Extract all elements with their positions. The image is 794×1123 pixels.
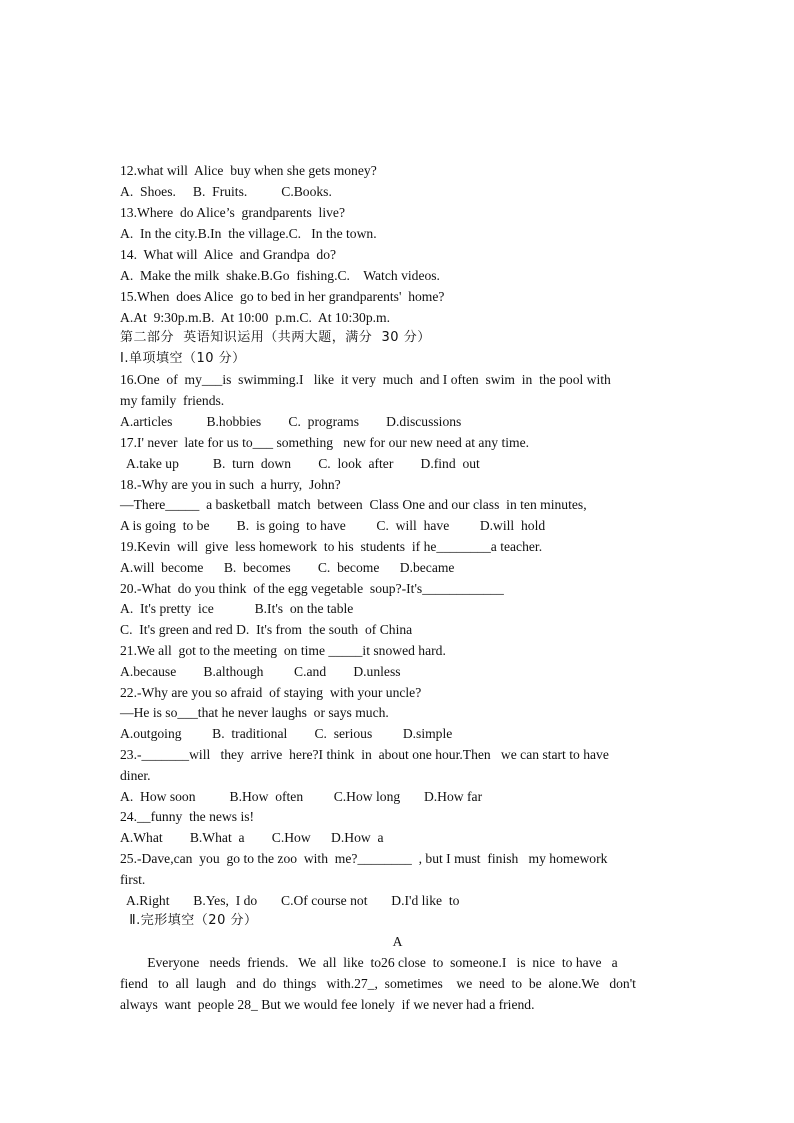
passage-label: A (392, 934, 403, 949)
options-21: A.because B.although C.and D.unless (120, 664, 401, 679)
passage-line-1: Everyone needs friends. We all like to26 close to someone.I is nice to have a (120, 955, 618, 970)
question-24: 24.__funny the news is! (120, 809, 255, 824)
options-13: A. In the city.B.In the village.C. In the town. (120, 226, 377, 241)
options-17: A.take up B. turn down C. look after D.find out (120, 456, 480, 471)
question-20: 20.-What do you think of the egg vegetable soup?-It's____________ (120, 581, 504, 596)
options-25: A.Right B.Yes, I do C.Of course not D.I'd like to (120, 893, 460, 908)
options-24: A.What B.What a C.How D.How a (120, 830, 384, 845)
passage-line-3: always want people 28_ But we would fee lonely if we never had a friend. (120, 997, 535, 1012)
options-15: A.At 9:30p.m.B. At 10:00 p.m.C. At 10:30p.m. (120, 310, 391, 325)
question-13: 13.Where do Alice’s grandparents live? (120, 205, 345, 220)
question-22: 22.-Why are you so afraid of staying with your uncle? (120, 685, 422, 700)
question-16-cont: my family friends. (120, 393, 225, 408)
passage-line-2: fiend to all laugh and do things with.27_, sometimes we need to be alone.We don't (120, 976, 636, 991)
question-18-reply: —There_____ a basketball match between Class One and our class in ten minutes, (120, 497, 587, 512)
options-18: A is going to be B. is going to have C. will have D.will hold (120, 518, 546, 533)
section-heading: 第二部分 英语知识运用（共两大题，满分 30 分） (120, 330, 431, 345)
options-20-cd: C. It's green and red D. It's from the south of China (120, 622, 413, 637)
question-16: 16.One of my___is swimming.I like it very much and I often swim in the pool with (120, 372, 611, 387)
question-21: 21.We all got to the meeting on time _____it snowed hard. (120, 643, 446, 658)
question-22-reply: —He is so___that he never laughs or says much. (120, 705, 389, 720)
question-14: 14. What will Alice and Grandpa do? (120, 247, 337, 262)
options-14: A. Make the milk shake.B.Go fishing.C. Watch videos. (120, 268, 440, 283)
question-23-cont: diner. (120, 768, 151, 783)
question-12: 12.what will Alice buy when she gets money? (120, 163, 377, 178)
options-16: A.articles B.hobbies C. programs D.discussions (120, 414, 462, 429)
options-19: A.will become B. becomes C. become D.became (120, 560, 455, 575)
question-19: 19.Kevin will give less homework to his students if he________a teacher. (120, 539, 543, 554)
options-20-ab: A. It's pretty ice B.It's on the table (120, 601, 354, 616)
part-2-heading: Ⅱ.完形填空（20 分） (120, 913, 258, 928)
options-22: A.outgoing B. traditional C. serious D.simple (120, 726, 453, 741)
options-23: A. How soon B.How often C.How long D.How far (120, 789, 483, 804)
question-25: 25.-Dave,can you go to the zoo with me?________ , but I must finish my homework (120, 851, 608, 866)
question-25-cont: first. (120, 872, 146, 887)
question-23: 23.-_______will they arrive here?I think in about one hour.Then we can start to have (120, 747, 609, 762)
question-17: 17.I' never late for us to___ something new for our new need at any time. (120, 435, 530, 450)
question-15: 15.When does Alice go to bed in her grandparents' home? (120, 289, 445, 304)
options-12: A. Shoes. B. Fruits. C.Books. (120, 184, 332, 199)
part-1-heading: Ⅰ.单项填空（10 分） (120, 351, 246, 366)
question-18: 18.-Why are you in such a hurry, John? (120, 477, 341, 492)
